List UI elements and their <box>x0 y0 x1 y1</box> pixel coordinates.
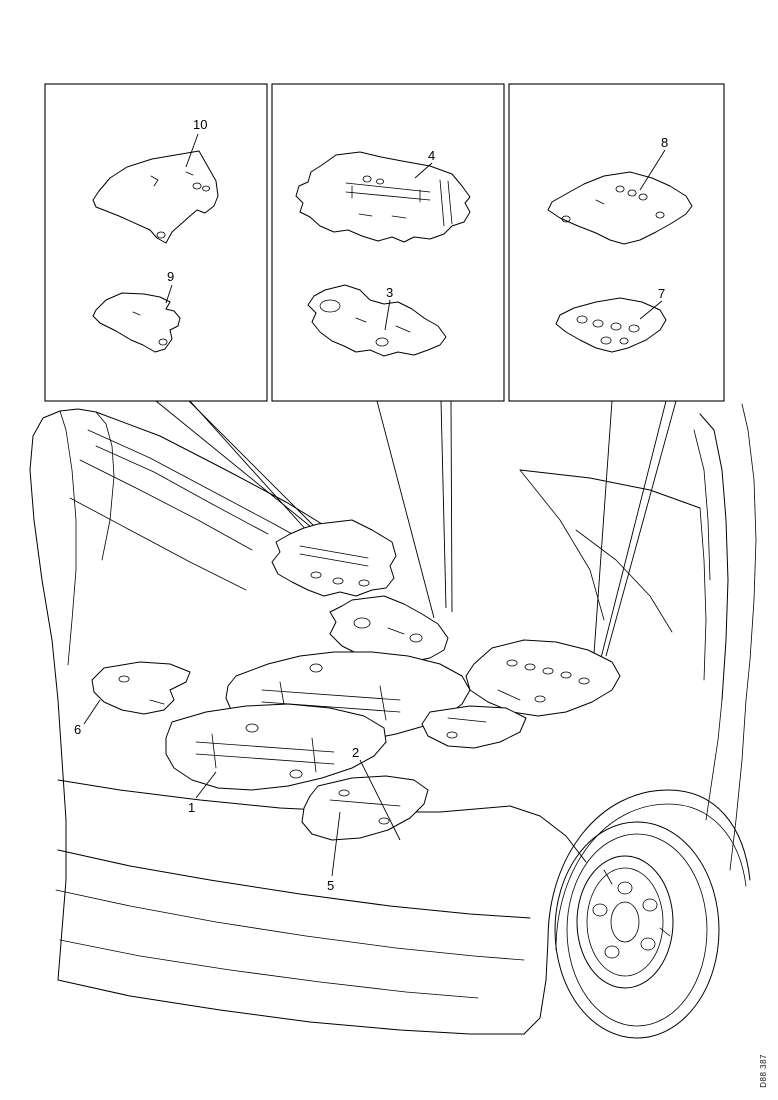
figure-code: D88 387 <box>759 1054 768 1088</box>
part-label-5: 5 <box>327 878 335 893</box>
part-label-6: 6 <box>74 722 82 737</box>
part-label-2: 2 <box>352 745 360 760</box>
floor-mat-assembly <box>92 520 620 840</box>
part-label-10: 10 <box>193 117 208 132</box>
installed-part-5 <box>302 776 428 840</box>
part-label-1: 1 <box>188 800 196 815</box>
detail-panel-left <box>45 84 267 401</box>
part-label-4: 4 <box>428 148 436 163</box>
installed-part-4 <box>272 520 396 596</box>
part-label-7: 7 <box>658 286 666 301</box>
part-label-3: 3 <box>386 285 394 300</box>
installed-part-8 <box>466 640 620 716</box>
installed-part-6 <box>92 662 190 714</box>
part-label-8: 8 <box>661 135 669 150</box>
installed-part-10 <box>422 706 526 748</box>
wheel-rim <box>577 856 673 988</box>
part-label-9: 9 <box>167 269 175 284</box>
detail-panel-right <box>509 84 724 401</box>
